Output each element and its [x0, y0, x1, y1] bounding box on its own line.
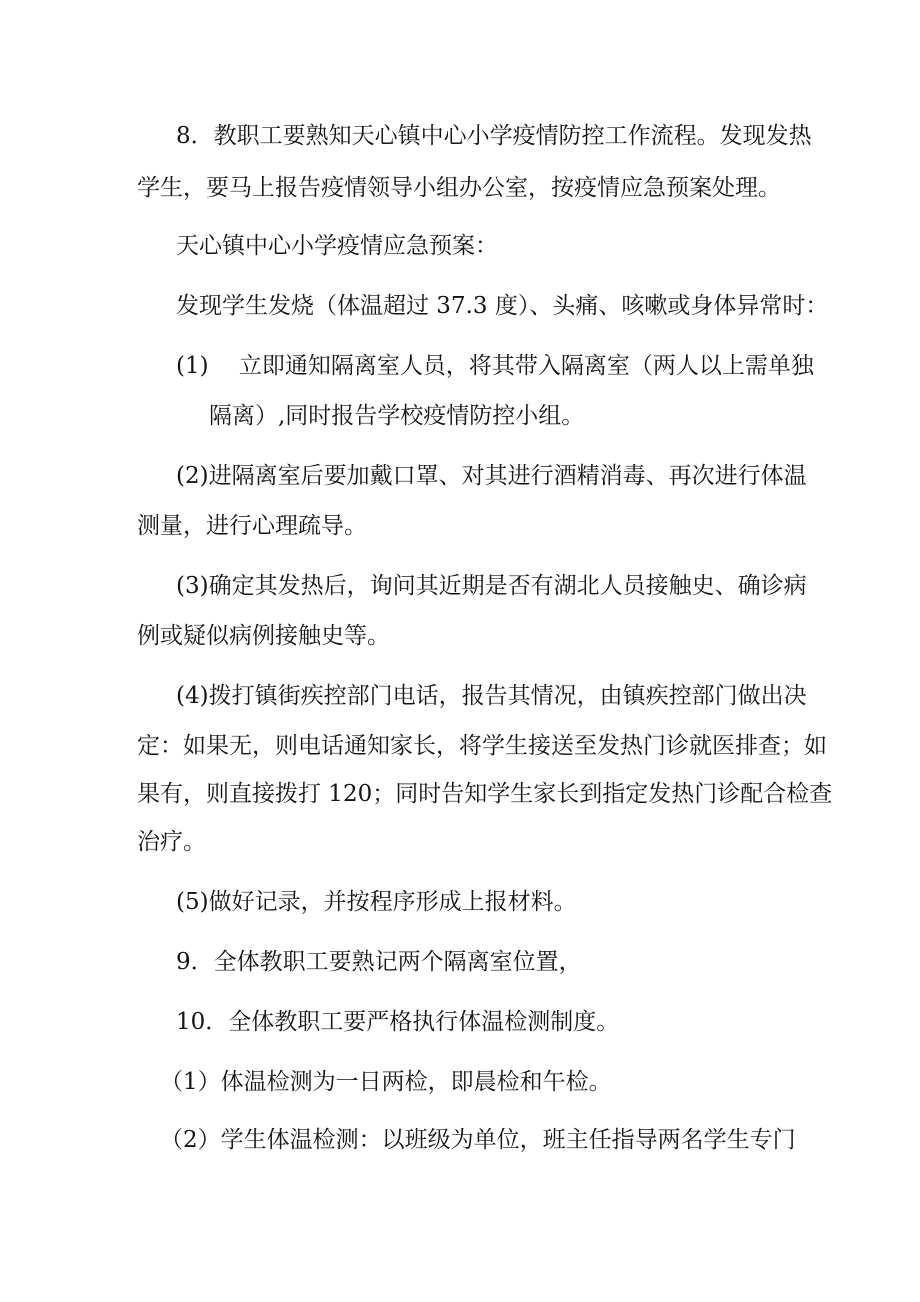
step-3-line-1: (3)确定其发热后，询问其近期是否有湖北人员接触史、确诊病 — [176, 573, 807, 599]
step-5: (5)做好记录，并按程序形成上报材料。 — [176, 889, 577, 915]
step-1-line-1: (1) 立即通知隔离室人员，将其带入隔离室（两人以上需单独 — [176, 353, 814, 379]
paragraph-9: 9．全体教职工要熟记两个隔离室位置， — [176, 949, 582, 975]
step-4-line-2: 定：如果无，则电话通知家长，将学生接送至发热门诊就医排查；如 — [137, 733, 827, 759]
step-4-line-4: 治疗。 — [137, 829, 206, 855]
step-4-line-3: 果有，则直接拨打 120；同时告知学生家长到指定发热门诊配合检查 — [137, 781, 833, 807]
step-2-line-2: 测量，进行心理疏导。 — [137, 513, 367, 539]
paragraph-10-item-2: （2）学生体温检测：以班级为单位，班主任指导两名学生专门 — [160, 1127, 796, 1153]
step-2-line-1: (2)进隔离室后要加戴口罩、对其进行酒精消毒、再次进行体温 — [176, 463, 807, 489]
paragraph-8-line-1: 8．教职工要熟知天心镇中心小学疫情防控工作流程。发现发热 — [176, 123, 812, 149]
step-1-line-2: 隔离）,同时报告学校疫情防控小组。 — [209, 403, 585, 429]
plan-intro: 发现学生发烧（体温超过 37.3 度）、头痛、咳嗽或身体异常时： — [176, 293, 829, 319]
step-3-line-2: 例或疑似病例接触史等。 — [137, 623, 390, 649]
step-4-line-1: (4)拨打镇街疾控部门电话，报告其情况，由镇疾控部门做出决 — [176, 683, 807, 709]
plan-title: 天心镇中心小学疫情应急预案： — [176, 233, 498, 259]
paragraph-10: 10．全体教职工要严格执行体温检测制度。 — [176, 1009, 620, 1035]
paragraph-10-item-1: （1）体温检测为一日两检，即晨检和午检。 — [160, 1069, 612, 1095]
paragraph-8-line-2: 学生，要马上报告疫情领导小组办公室，按疫情应急预案处理。 — [137, 175, 781, 201]
